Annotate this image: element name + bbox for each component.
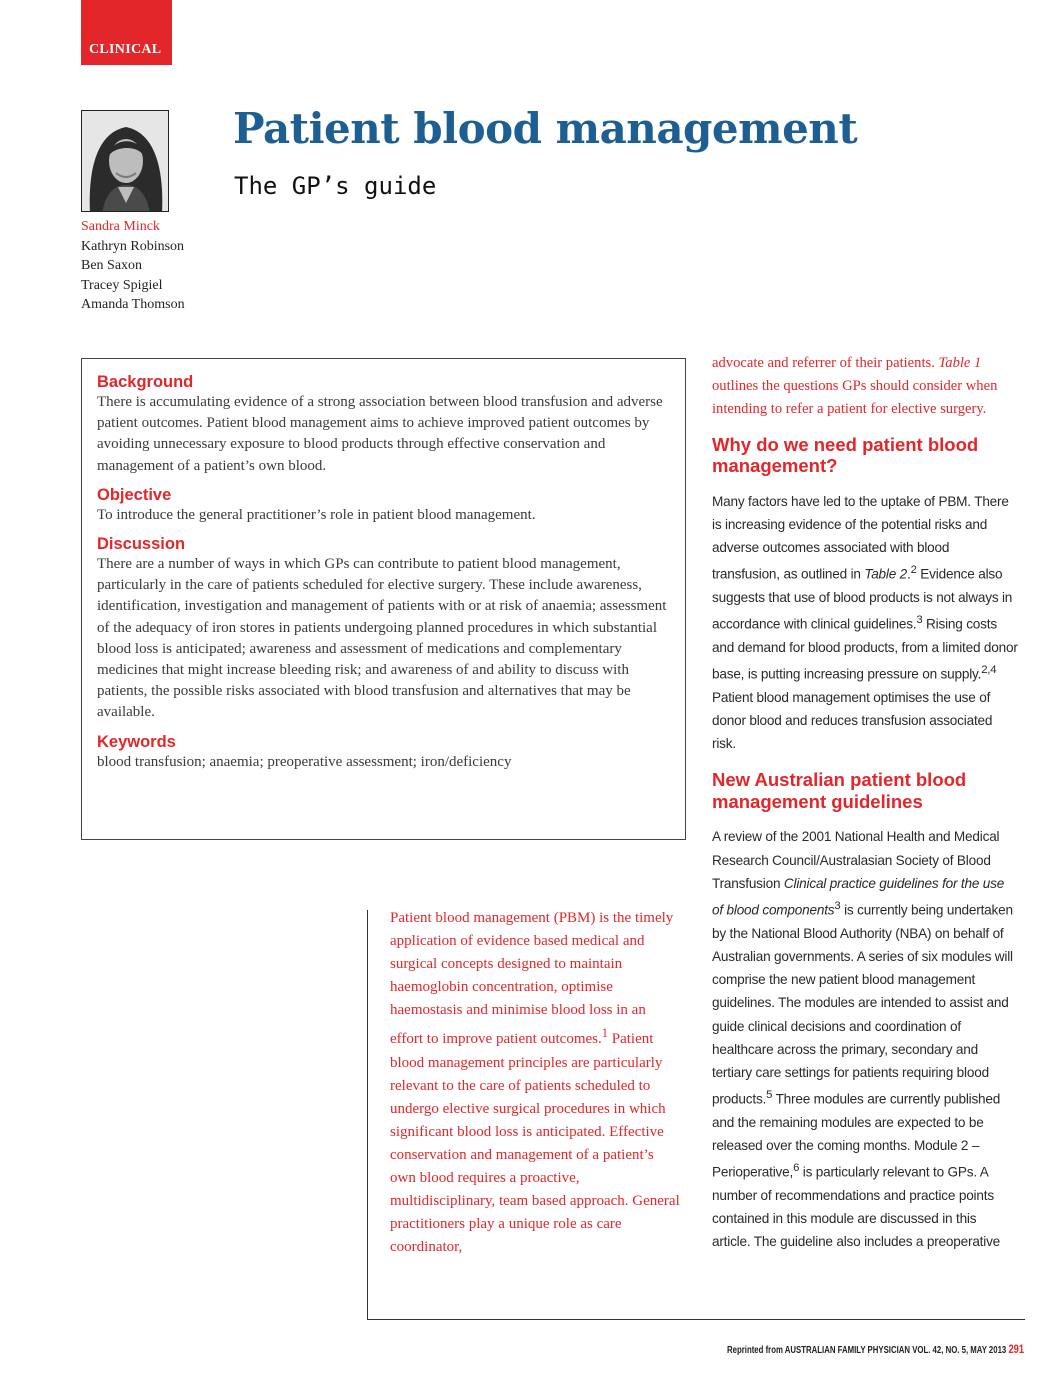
footer-citation: Reprinted from AUSTRALIAN FAMILY PHYSICIAN VOL. 42, NO. 5, MAY 2013 bbox=[727, 1345, 1007, 1356]
objective-text: To introduce the general practitioner’s role in patient blood management. bbox=[97, 506, 536, 523]
reference-mark: 1 bbox=[601, 1026, 609, 1041]
reference-mark: 2,4 bbox=[981, 664, 997, 677]
author-name: Amanda Thomson bbox=[81, 297, 185, 312]
page-number: 291 bbox=[1008, 1342, 1025, 1356]
reference-mark: 3 bbox=[916, 614, 923, 627]
reference-mark: 3 bbox=[834, 900, 841, 913]
reference-mark: 5 bbox=[766, 1089, 773, 1102]
section-heading-guidelines: New Australian patient blood management guidelines bbox=[712, 769, 967, 812]
page-footer bbox=[727, 1342, 1024, 1356]
body-text: . bbox=[907, 566, 911, 582]
guideline-title: Clinical practice guidelines for the use of blood components bbox=[712, 875, 1005, 918]
objective-heading: Objective bbox=[97, 485, 172, 504]
keywords-heading: Keywords bbox=[97, 732, 176, 751]
why-paragraph bbox=[712, 490, 1018, 756]
reference-mark: 6 bbox=[793, 1162, 800, 1175]
guidelines-paragraph bbox=[712, 825, 1018, 1253]
section-tag-label: CLINICAL bbox=[89, 42, 162, 57]
body-text: is currently being undertaken by the National Blood Authority (NBA) on behalf of Australian governments. A series of six modules will comprise the new patient blood management guidelines. The modules are intended to assist and guide clinical decisions and coordination of healthcare across the primary, secondary and tertiary care settings for patients requiring blood products. bbox=[712, 902, 1013, 1107]
table-reference: Table 2 bbox=[864, 566, 908, 582]
body-text: is particularly relevant to GPs. A number of recommendations and practice points contained in this module are discussed in this article. The guideline also includes a preoperative bbox=[712, 1164, 1001, 1250]
section-heading-why: Why do we need patient blood management? bbox=[712, 433, 979, 477]
section-tag bbox=[81, 0, 172, 65]
discussion-text: There are a number of ways in which GPs can contribute to patient blood management, particularly in the care of patients scheduled for elective surgery. These include awareness, identification, investigation and management of patients with or at risk of anaemia; assessment of the adequacy of iron stores in patients undergoing planned procedures in which substantial blood loss is anticipated; awareness and assessment of medications and complementary medicines that might increase bleeding risk; and awareness of and ability to discuss with patients, the possible risks associated with blood transfusion and alternatives that may be available. bbox=[97, 556, 667, 721]
body-text: A review of the 2001 National Health and Medical Research Council/Australasian Society of Blood Transfusion bbox=[712, 829, 1000, 891]
author-list bbox=[81, 217, 185, 315]
body-text: Rising costs and demand for blood products, from a limited donor base, is putting increasing pressure on supply. bbox=[712, 616, 1018, 682]
author-name: Tracey Spigiel bbox=[81, 277, 163, 293]
reference-mark: 2 bbox=[910, 564, 917, 577]
intro-text: Patient blood management principles are particularly relevant to the care of patients scheduled to undergo elective surgical procedures in which significant blood loss is anticipated. Effective conservation and management of a patient’s own blood requires a proactive, multidisciplinary, team based approach. General practitioners play a unique role as care coordinator, bbox=[390, 1031, 680, 1256]
right-lead-text: advocate and referrer of their patients. bbox=[712, 355, 939, 371]
body-text: Evidence also suggests that use of blood products is not always in accordance with clinical guidelines. bbox=[712, 566, 1013, 632]
right-lead-text: outlines the questions GPs should consider when intending to refer a patient for elective surgery. bbox=[712, 378, 998, 418]
background-heading: Background bbox=[97, 373, 194, 391]
author-portrait-image bbox=[82, 111, 169, 212]
right-column bbox=[712, 352, 1018, 1254]
author-name: Kathryn Robinson bbox=[81, 238, 185, 254]
table-reference: Table 1 bbox=[938, 355, 982, 371]
keywords-text: blood transfusion; anaemia; preoperative assessment; iron/deficiency bbox=[97, 753, 512, 770]
intro-text: Patient blood management (PBM) is the timely application of evidence based medical and surgical concepts designed to maintain haemoglobin concentration, optimise haemostasis and minimise blood loss in an effort to improve patient outcomes. bbox=[390, 910, 674, 1048]
footer-rule bbox=[367, 1319, 1025, 1320]
author-name: Ben Saxon bbox=[81, 258, 143, 273]
author-lead: Sandra Minck bbox=[81, 219, 160, 234]
column-divider-vertical bbox=[367, 910, 368, 1320]
article-subtitle: The GP’s guide bbox=[234, 172, 437, 200]
body-text: Many factors have led to the uptake of PBM. There is increasing evidence of the potential risks and adverse outcomes associated with blood transfusion, as outlined in bbox=[712, 493, 1009, 582]
background-text: There is accumulating evidence of a strong association between blood transfusion and adverse patient outcomes. Patient blood management aims to achieve improved patient outcomes by avoiding unnecessary exposure to blood products through effective conservation and management of a patient’s own blood. bbox=[97, 394, 663, 474]
right-lead-paragraph bbox=[712, 352, 1018, 422]
discussion-heading: Discussion bbox=[97, 535, 186, 554]
article-title: Patient blood management bbox=[233, 104, 858, 153]
abstract-box bbox=[81, 358, 686, 840]
author-photo bbox=[81, 110, 169, 212]
intro-paragraph bbox=[390, 907, 680, 1259]
body-text: Three modules are currently published and the remaining modules are expected to be released over the coming months. Module 2 – Perioperative, bbox=[712, 1091, 1001, 1180]
body-text: Patient blood management optimises the use of donor blood and reduces transfusion associated risk. bbox=[712, 689, 993, 752]
